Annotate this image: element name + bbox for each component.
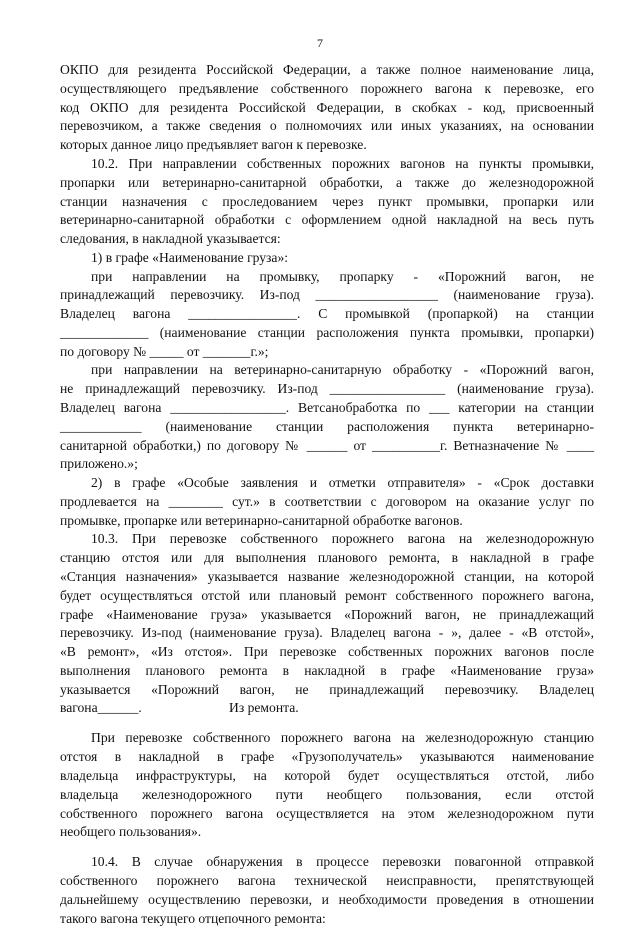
text-line: 10.2. При направлении собственных порожних вагонов на пункты промывки, bbox=[91, 156, 594, 171]
text-line: приложено.»; bbox=[60, 456, 138, 471]
text-line: выполнения планового ремонта в накладной в графе «Наименование груза» bbox=[60, 663, 594, 678]
text-line: 2) в графе «Особые заявления и отметки отправителя» - «Срок доставки bbox=[91, 475, 594, 490]
text-line: по договору № _____ от _______г.»; bbox=[60, 344, 269, 359]
text-line: станции назначения с проследованием через пункт промывки, пропарки или bbox=[60, 194, 594, 209]
text-line: при направлении на ветеринарно-санитарную обработку - «Порожний вагон, bbox=[91, 362, 594, 377]
text-line: графе «Наименование груза» указывается «Порожний вагон, не принадлежащий bbox=[60, 607, 594, 622]
text-line: перевозчиком, а также сведения о полномочиях или иных указаниях, на основании bbox=[60, 118, 594, 133]
text-line: ____________ (наименование станции расположения пункта ветеринарно- bbox=[60, 419, 594, 434]
text-line: ветеринарно-санитарной обработки с оформлением одной накладной на весь путь bbox=[60, 212, 594, 227]
text-line: станцию отстоя или для выполнения планового ремонта, в накладной в графе bbox=[60, 550, 594, 565]
text-line: принадлежащий перевозчику. Из-под __________________ (наименование груза). bbox=[60, 287, 594, 302]
text-line: отстоя в накладной в графе «Грузополучатель» указываются наименование bbox=[60, 749, 594, 764]
text-line: вагона______. bbox=[60, 700, 142, 715]
text-line: «Станция назначения» указывается название железнодорожной станции, на которой bbox=[60, 569, 594, 584]
text-line: владельца инфраструктуры, на которой будет осуществляться отстой, либо bbox=[60, 768, 594, 783]
text-line: промывке, пропарке или ветеринарно-санитарной обработке вагонов. bbox=[60, 513, 463, 528]
text-line: владельца железнодорожного пути необщего пользования, если отстой bbox=[60, 787, 594, 802]
text-line: Владелец вагона ________________. С промывкой (пропаркой) на станции bbox=[60, 306, 594, 321]
text-line: При перевозке собственного порожнего вагона на железнодорожную станцию bbox=[91, 730, 594, 745]
text-line: Из ремонта. bbox=[229, 700, 299, 715]
text-line: такого вагона текущего отцепочного ремонта: bbox=[60, 911, 326, 926]
text-line: ОКПО для резидента Российской Федерации, а также полное наименование лица, bbox=[60, 62, 594, 77]
text-line: _____________ (наименование станции расположения пункта промывки, пропарки) bbox=[60, 325, 594, 340]
text-line: собственного порожнего вагона технической неисправности, препятствующей bbox=[60, 873, 594, 888]
text-line: указывается «Порожний вагон, не принадлежащий перевозчику. Владелец bbox=[60, 682, 594, 697]
text-line: 1) в графе «Наименование груза»: bbox=[91, 250, 289, 265]
text-line: перевозчику. Из-под (наименование груза). Владелец вагона - », далее - «В отстой», bbox=[60, 625, 594, 640]
text-line: необщего пользования». bbox=[60, 824, 202, 839]
text-line: продлевается на ________ сут.» в соответствии с договором на оказание услуг по bbox=[60, 494, 594, 509]
text-line: Владелец вагона _________________. Ветсанобработка по ___ категории на станции bbox=[60, 400, 594, 415]
page-number: 7 bbox=[317, 36, 323, 50]
text-line: осуществляющего предъявление собственного порожнего вагона к перевозке, его bbox=[60, 81, 594, 96]
text-line: пропарки или ветеринарно-санитарной обработки, а также до железнодорожной bbox=[60, 175, 594, 190]
text-line: код ОКПО для резидента Российской Федерации, в скобках - код, присвоенный bbox=[60, 100, 594, 115]
text-line: 10.4. В случае обнаружения в процессе перевозки повагонной отправкой bbox=[91, 854, 594, 869]
text-line: не принадлежащий перевозчику. Из-под _________________ (наименование груза). bbox=[60, 381, 594, 396]
text-line: дальнейшему осуществлению перевозки, и необходимости проведения в отношении bbox=[60, 892, 594, 907]
text-line: следования, в накладной указывается: bbox=[60, 231, 281, 246]
text-line: которых данное лицо предъявляет вагон к перевозке. bbox=[60, 137, 367, 152]
text-line: санитарной обработки,) по договору № ______ от __________г. Ветназначение № ____ bbox=[60, 438, 594, 453]
text-line: собственного порожнего вагона осуществляется на этом железнодорожном пути bbox=[60, 806, 594, 821]
text-line: будет осуществляться отстой или плановый ремонт собственного порожнего вагона, bbox=[60, 588, 594, 603]
text-line: «В ремонт», «Из отстоя». При перевозке собственных порожних вагонов после bbox=[60, 644, 594, 659]
text-line: при направлении на промывку, пропарку - «Порожний вагон, не bbox=[91, 269, 594, 284]
text-line: 10.3. При перевозке собственного порожнего вагона на железнодорожную bbox=[91, 531, 594, 546]
